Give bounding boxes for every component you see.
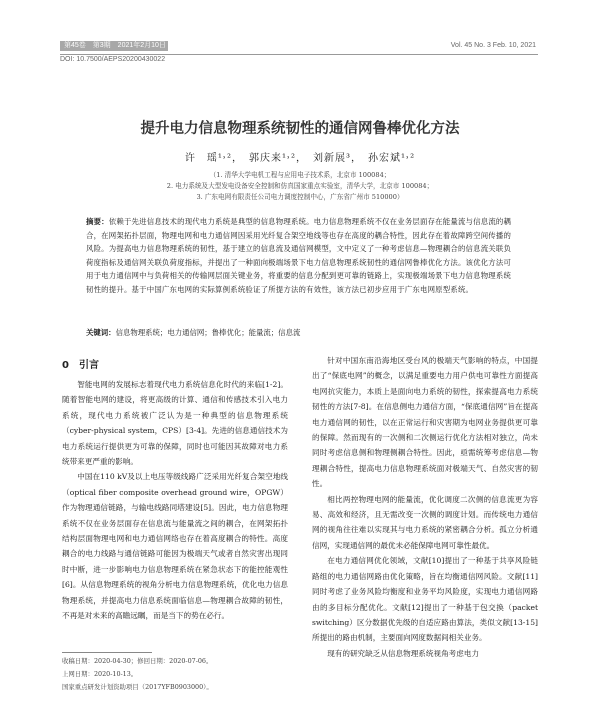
- keywords: [86, 327, 518, 338]
- abstract-label: 摘要：: [86, 217, 109, 226]
- abstract: [86, 215, 518, 297]
- footnote-online: 上网日期：2020-10-13。: [62, 670, 138, 678]
- affiliation-2: 2. 电力系统及大型发电设备安全控制和仿真国家重点实验室，清华大学，北京市 100084；: [166, 182, 434, 190]
- footnote-received: 收稿日期：2020-04-30；修回日期：2020-07-06。: [62, 657, 213, 665]
- keywords-label: 关键词：: [86, 328, 116, 337]
- paragraph: 在电力通信网优化领域，文献[10]提出了一种基于共享风险链路组的电力通信网路由优化策略，旨在均衡通信网风险。文献[11]同时考虑了业务风险均衡度和业务平均风险度，实现电力通信网路由的多目标分配优化。文献[12]提出了一种基于包交换（packet switching）区分数据优先级的自适应路由算法，类似文献[13-15]所提出的路由机制，主要面向网度数据间相关业务。: [312, 556, 538, 643]
- left-column: [62, 377, 288, 624]
- paragraph: 针对中国东南沿海地区受台风的极端天气影响的特点，中国提出了“保底电网”的概念，以满足重要电力用户供电可靠性方面提高电网抗灾能力，本质上是面向电力系统的韧性，探索提高电力系统韧性的方法[7-8]。在信息侧电力通信方面，“保底通信网”旨在提高电力通信网的韧性，以在正常运行和灾害期为电网业务提供更可靠的保障。然而现有的一次侧和二次侧运行优化方法相对独立，尚未同时考虑信息侧和物理侧耦合特性。因此，亟需统筹考虑信息—物理耦合特性，提高电力信息物理系统面对极端天气、自然灾害的韧性。: [312, 356, 538, 489]
- right-column: [312, 353, 538, 661]
- doi: DOI: 10.7500/AEPS20200430022: [60, 56, 166, 63]
- paragraph: 中国在110 kV及以上电压等级线路广泛采用光纤复合架空地线（optical fiber composite overhead ground wire，OPGW）作为物理通信链路，与输电线路同塔建设[5]。因此，电力信息物理系统不仅在业务层面存在信息流与能量流之间的耦合，在网架拓扑结构层面物理电网和电力通信网络也存在着高度耦合的特性。高度耦合的电力线路与通信链路可能因为极端天气或者自然灾害出现同时中断，进一步影响电力信息物理系统在紧急状态下的能控能观性[6]。从信息物理系统的视角分析电力信息物理系统，优化电力信息物理系统，并提高电力信息系统面临信息—物理耦合故障的韧性，不再是对未来的高瞻远瞩，而是当下的势在必行。: [62, 472, 288, 621]
- paragraph: 智能电网的发展标志着现代电力系统信息化时代的来临[1-2]。随着智能电网的建设，将更高级的计算、通信和传感技术引入电力系统，现代电力系统被广泛认为是一种典型的信息物理系统（cyber-physical system，CPS）[3-4]。先进的信息通信技术为电力系统运行提供更为可靠的保障，同时也可能因其故障对电力系统带来更严重的影响。: [62, 380, 288, 467]
- paper-title: 提升电力信息物理系统韧性的通信网鲁棒优化方法: [140, 121, 460, 137]
- keywords-text: 信息物理系统；电力通信网；鲁棒优化；能量流；信息流: [115, 328, 301, 337]
- journal-volume-en: Vol. 45 No. 3 Feb. 10, 2021: [450, 42, 536, 49]
- footnote-rule: [62, 652, 152, 653]
- section-heading: 0 引言: [62, 360, 99, 371]
- page-header: [0, 0, 600, 63]
- paragraph: 相比两控物理电网的能量流，优化调度二次侧的信息流更为容易、高效和经济，且无需改变一次侧的调度计划。而传统电力通信网的视角往往难以实现其与电力系统的紧密耦合分析。孤立分析通信网，实现通信网的最优未必能保障电网可靠性最优。: [312, 494, 538, 550]
- journal-issue-label: 第45卷 第3期 2021年2月10日: [60, 41, 168, 51]
- abstract-text: 依赖于先进信息技术的现代电力系统是典型的信息物理系统。电力信息物理系统不仅在业务层面存在能量流与信息流的耦合，在网架拓扑层面，物理电网和电力通信网因采用光纤复合架空地线等也存在高度的耦合特性，因此存在着故障跨空间传播的风险。为提高电力信息物理系统的韧性，基于建立的信息流及通信网模型，文中定义了一种考虑信息—物理耦合的信息流关联负荷度指标及通信网关联负荷度指标，并提出了一种面向极端场景下电力信息物理系统韧性的通信网鲁棒优化方法。该优化方法可用于电力通信网中与负荷相关的传输网层面关键业务，将重要的信息分配到更可靠的链路上，实现极端场景下电力信息物理系统韧性的提升。基于中国广东电网的实际算例系统验证了所提方法的有效性，该方法已初步应用于广东电网原型系统。: [86, 217, 512, 294]
- paragraph: 现有的研究缺乏从信息物理系统视角考虑电力: [327, 648, 480, 658]
- header-rule: [60, 54, 538, 55]
- affiliation-3: 3. 广东电网有限责任公司电力调度控制中心，广东省广州市 510000）: [196, 193, 404, 201]
- footnote-funding: 国家重点研发计划资助项目（2017YFB0903000）。: [62, 683, 213, 691]
- affiliation-1: （1. 清华大学电机工程与应用电子技术系，北京市 100084；: [209, 171, 391, 179]
- authors: 许 瑶¹˒²， 郭庆来¹˒²， 刘新展³， 孙宏斌¹˒²: [184, 153, 416, 164]
